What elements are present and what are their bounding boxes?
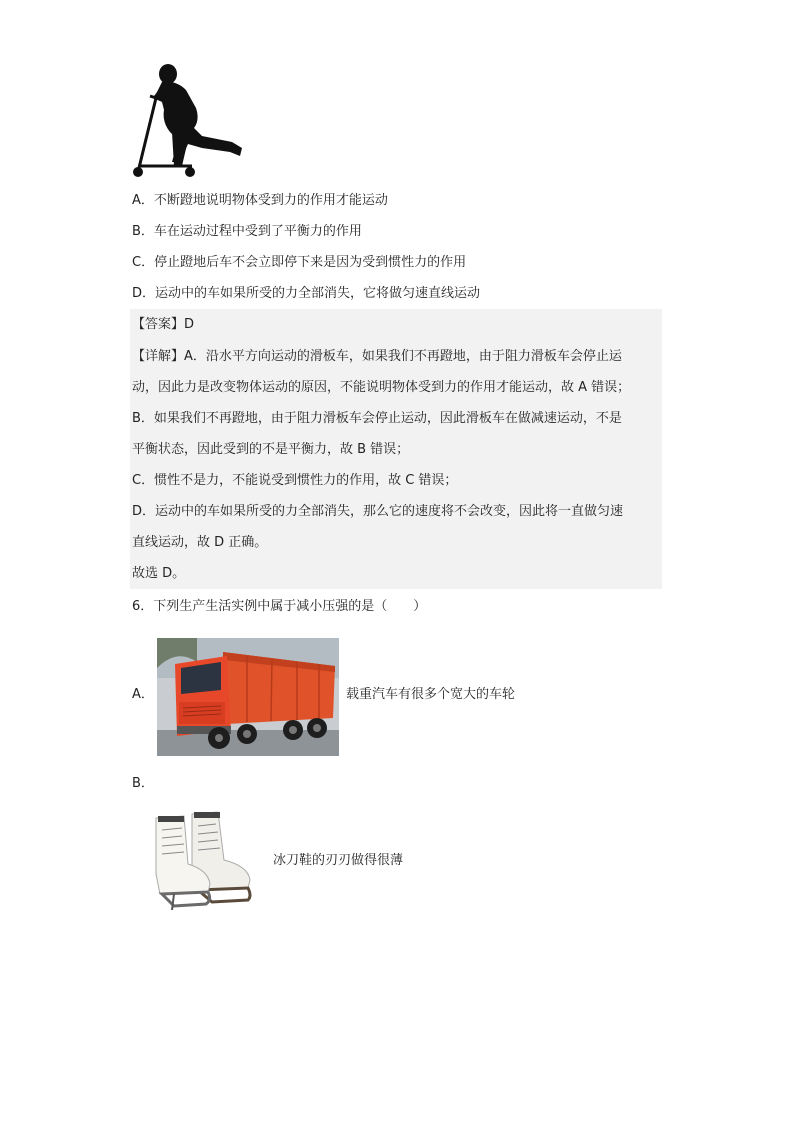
q6-option-b-caption: 冰刀鞋的刃刃做得很薄 (273, 853, 404, 868)
question-6-stem: 6．下列生产生活实例中属于减小压强的是（ ） (132, 599, 427, 614)
scooter-rider-image (132, 62, 252, 182)
explanation-line: 【详解】A．沿水平方向运动的滑板车，如果我们不再蹬地，由于阻力滑板车会停止运 (132, 349, 622, 364)
ice-skates-image (152, 810, 256, 912)
explanation-line: B．如果我们不再蹬地，由于阻力滑板车会停止运动，因此滑板车在做减速运动，不是 (132, 411, 622, 426)
option-c-text: C．停止蹬地后车不会立即停下来是因为受到惯性力的作用 (132, 255, 467, 270)
explanation-line: 动，因此力是改变物体运动的原因，不能说明物体受到力的作用才能运动，故 A 错误； (132, 380, 631, 395)
answer-explanation-box (130, 309, 662, 589)
q6-option-a-label: A． (132, 687, 154, 702)
dump-truck-image (157, 638, 339, 756)
option-b-text: B．车在运动过程中受到了平衡力的作用 (132, 224, 362, 239)
option-d-text: D．运动中的车如果所受的力全部消失，它将做匀速直线运动 (132, 286, 481, 301)
q6-option-b-label: B． (132, 776, 154, 791)
answer-label: 【答案】D (132, 317, 195, 332)
explanation-line: 直线运动，故 D 正确。 (132, 535, 268, 550)
option-a-text: A．不断蹬地说明物体受到力的作用才能运动 (132, 193, 388, 208)
explanation-line: D．运动中的车如果所受的力全部消失，那么它的速度将不会改变，因此将一直做匀速 (132, 504, 624, 519)
explanation-line: 平衡状态，因此受到的不是平衡力，故 B 错误； (132, 442, 410, 457)
explanation-line: C．惯性不是力，不能说受到惯性力的作用，故 C 错误； (132, 473, 458, 488)
explanation-line: 故选 D。 (132, 566, 186, 581)
q6-option-a-caption: 载重汽车有很多个宽大的车轮 (346, 687, 516, 702)
